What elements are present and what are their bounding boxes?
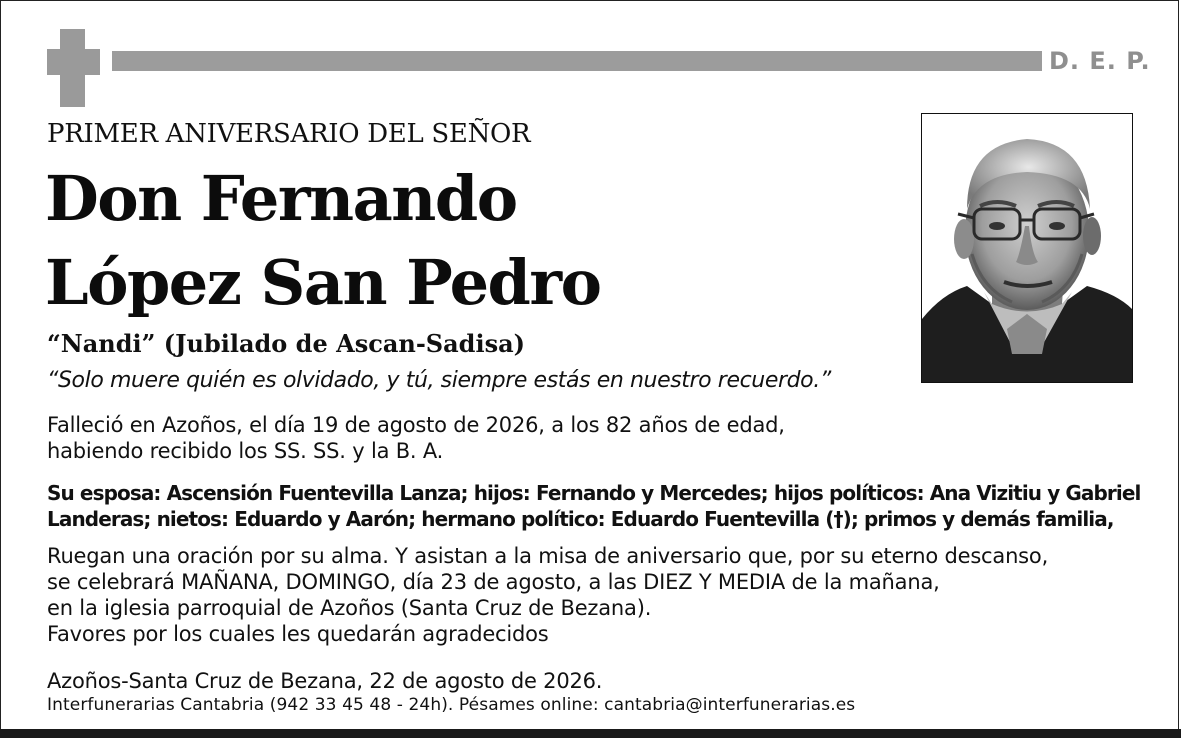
family-list: [47, 480, 1147, 532]
death-notice: [47, 412, 785, 464]
mass-notice-line: Ruegan una oración por su alma. Y asistan a la misa de aniversario que, por su eterno descanso,: [47, 544, 1049, 568]
mass-notice-line: en la iglesia parroquial de Azoños (Santa Cruz de Bezana).: [47, 596, 652, 620]
place-date: Azoños-Santa Cruz de Bezana, 22 de agosto de 2026.: [47, 669, 603, 693]
header-rule: [112, 51, 1042, 71]
nickname: “Nandi” (Jubilado de Ascan-Sadisa): [47, 329, 525, 358]
memorial-quote: “Solo muere quién es olvidado, y tú, siempre estás en nuestro recuerdo.”: [47, 368, 831, 393]
mass-notice: [47, 543, 1048, 647]
cross-icon: [47, 29, 100, 107]
deceased-name-line2: López San Pedro: [45, 246, 601, 319]
mass-notice-line: Favores por los cuales les quedarán agradecidos: [47, 622, 549, 646]
anniversary-subtitle: PRIMER ANIVERSARIO DEL SEÑOR: [47, 119, 531, 149]
deceased-name-line1: Don Fernando: [45, 162, 517, 235]
portrait-illustration: [922, 114, 1132, 382]
death-notice-line: habiendo recibido los SS. SS. y la B. A.: [47, 439, 444, 463]
bottom-bar: [0, 729, 1181, 738]
mass-notice-line: se celebrará MAÑANA, DOMINGO, día 23 de agosto, a las DIEZ Y MEDIA de la mañana,: [47, 570, 940, 594]
family-line: Su esposa: Ascensión Fuentevilla Lanza; hijos: Fernando y Mercedes; hijos políticos: Ana Vizitiu y Gabriel: [47, 481, 1141, 505]
funeral-home-contact: Interfunerarias Cantabria (942 33 45 48 - 24h). Pésames online: cantabria@interfunerarias.es: [47, 695, 856, 715]
dep-label: D. E. P.: [1049, 47, 1151, 75]
death-notice-line: Falleció en Azoños, el día 19 de agosto de 2026, a los 82 años de edad,: [47, 413, 785, 437]
family-line: Landeras; nietos: Eduardo y Aarón; hermano político: Eduardo Fuentevilla (†); primos y demás familia,: [47, 507, 1114, 531]
portrait-photo: [921, 113, 1133, 383]
